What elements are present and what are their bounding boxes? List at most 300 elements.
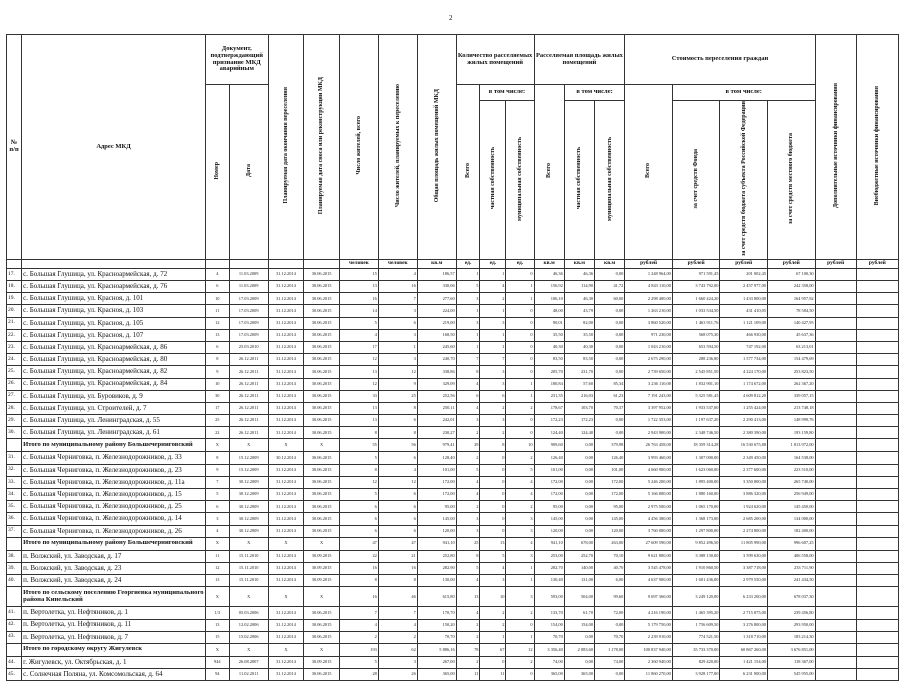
row-value (856, 305, 898, 317)
row-number: 28. (7, 402, 22, 414)
row-value: 3 928 177,00 (672, 669, 720, 681)
row-value: 30.06.2015 (304, 501, 340, 513)
row-value: 128,40 (417, 452, 456, 464)
row-value: 1 263 210,00 (625, 305, 673, 317)
row-value (856, 656, 898, 668)
row-value: 61,70 (564, 607, 594, 619)
row-value: 1 (480, 329, 506, 341)
row-value (856, 415, 898, 427)
row-value: 11 (456, 669, 480, 681)
row-value: 183 214,30 (768, 631, 816, 643)
row-value: 0,00 (564, 476, 594, 488)
row-value: 145,00 (417, 513, 456, 525)
row-value: 653 594,50 (672, 341, 720, 353)
row-value: 2 (456, 619, 480, 631)
row-value: 0 (506, 341, 534, 353)
row-value: 2 (456, 501, 480, 513)
row-number: 44. (7, 656, 22, 668)
row-value: 3 993 460,00 (625, 452, 673, 464)
row-value: 1 197 637,20 (672, 415, 720, 427)
row-value: 30.06.2015 (304, 305, 340, 317)
row-value: 6 (378, 452, 417, 464)
row-address: Итого по муниципальному району Большечерниговский (22, 439, 206, 452)
row-value: 31.12.2014 (268, 317, 304, 329)
row-value: 74,00 (534, 656, 564, 668)
row-value: 3 350 800,00 (720, 476, 768, 488)
table-row (7, 402, 899, 414)
row-value: 25 (456, 537, 480, 550)
row-value: 2 545 851,50 (672, 366, 720, 378)
row-value (815, 452, 856, 464)
row-value: 1 (506, 293, 534, 305)
row-value: X (304, 587, 340, 607)
row-value: 0,00 (564, 631, 594, 643)
row-value: 6 (205, 281, 229, 293)
row-value: 26.12.2011 (229, 354, 268, 366)
row-value: 3 545 478,00 (625, 562, 673, 574)
row-value: 30.06.2015 (304, 631, 340, 643)
row-address: п. Вертолетка, ул. Нефтяников, д. 1 (22, 607, 206, 619)
row-value: 1 (506, 562, 534, 574)
row-value (856, 268, 898, 280)
row-value: 172,00 (595, 476, 625, 488)
row-value: 30.06.2015 (304, 464, 340, 476)
row-value: 0,00 (595, 619, 625, 631)
col-rooms-count: Количество расселяемых жилых помещений (456, 35, 534, 85)
row-value: 979,41 (417, 439, 456, 452)
row-value: 31.12.2014 (268, 550, 304, 562)
row-value: 61,23 (595, 390, 625, 402)
row-value (815, 643, 856, 656)
row-value: 145,00 (534, 513, 564, 525)
row-value: 4 (378, 619, 417, 631)
row-value: 101,00 (534, 464, 564, 476)
row-value: 3 (480, 415, 506, 427)
row-value: 11 (205, 550, 229, 562)
row-value: 0 (506, 427, 534, 439)
row-value: 70,70 (595, 631, 625, 643)
row-value: 26.12.2011 (229, 366, 268, 378)
row-value: 2 377 600,00 (720, 464, 768, 476)
unit-cell: кв.м (564, 259, 594, 268)
row-value: 1 (456, 341, 480, 353)
row-value: 253,00 (534, 550, 564, 562)
row-value: 971 591,45 (672, 268, 720, 280)
row-value: 35 733 370,00 (672, 643, 720, 656)
row-value: 193 (339, 643, 378, 656)
row-value: 30.12.2009 (229, 489, 268, 501)
row-value: 1 255 424,00 (720, 402, 768, 414)
row-value: 1 121 109,00 (720, 317, 768, 329)
row-value: 15 (205, 631, 229, 643)
row-address: с. Большая Глушица, ул. Красноармейская, д. 72 (22, 268, 206, 280)
row-address: с. Большая Черниговка, п. Железнодорожников, д. 26 (22, 525, 206, 537)
row-value (856, 513, 898, 525)
row-address: с. Большая Глушица, ул. Красноя, д. 105 (22, 317, 206, 329)
row-value: 30.12.2009 (229, 476, 268, 488)
row-value (815, 575, 856, 587)
row-value: 3 (506, 525, 534, 537)
row-value: 30.06.2015 (304, 415, 340, 427)
row-value: 13 (339, 402, 378, 414)
col-cost-local: за счет средств местного бюджета (788, 132, 795, 225)
row-value: 101,00 (595, 464, 625, 476)
row-value: 156,92 (534, 281, 564, 293)
row-value: 1 421 154,00 (720, 656, 768, 668)
row-value: 504,00 (564, 587, 594, 607)
row-value: 253 823,50 (768, 366, 816, 378)
row-value: 5 (339, 489, 378, 501)
col-doc-date: Дата (245, 164, 252, 178)
row-value: 26.12.2011 (229, 427, 268, 439)
row-value: 3 (456, 525, 480, 537)
row-address: с. Солнечная Поляна, ул. Комсомольская, д. 64 (22, 669, 206, 681)
row-value: 1 910 860,50 (672, 562, 720, 574)
row-value (856, 501, 898, 513)
row-value: 6 (205, 501, 229, 513)
row-value: 14 (339, 305, 378, 317)
row-value: 6 (456, 390, 480, 402)
row-value: 1 813 972,00 (768, 439, 816, 452)
row-value (815, 464, 856, 476)
table-row (7, 341, 899, 353)
row-address: с. Большая Глушица, ул. Красноармейская, д. 86 (22, 341, 206, 353)
unit-cell: человек (339, 259, 378, 268)
row-value: 4 (339, 329, 378, 341)
row-address: п. Волжский, ул. Заводская, д. 23 (22, 562, 206, 574)
row-value (856, 452, 898, 464)
row-value: 0,00 (595, 427, 625, 439)
row-value: 231,35 (534, 390, 564, 402)
row-value: 6,00 (595, 575, 625, 587)
row-value (815, 656, 856, 668)
row-value: 30.06.2015 (304, 525, 340, 537)
row-value: 4 (506, 489, 534, 501)
row-value: 3 236 110,00 (625, 378, 673, 390)
table-row (7, 452, 899, 464)
row-number: 43. (7, 631, 22, 643)
row-value: 1 465 395,20 (672, 607, 720, 619)
row-value: 70,10 (595, 550, 625, 562)
row-value: 17.03.2009 (229, 305, 268, 317)
row-value: 224,00 (417, 305, 456, 317)
row-value: 1 (506, 378, 534, 390)
row-value: 5 166 800,00 (625, 489, 673, 501)
row-value (815, 669, 856, 681)
row-value: X (205, 643, 229, 656)
row-value: 30.06.2015 (304, 378, 340, 390)
row-value: 0 (506, 317, 534, 329)
row-value: 5 (506, 464, 534, 476)
row-value: 72,00 (595, 607, 625, 619)
row-value: 0 (480, 656, 506, 668)
row-number: 23. (7, 341, 22, 353)
row-value: 83,50 (564, 354, 594, 366)
row-value (815, 329, 856, 341)
row-value: 17 (205, 402, 229, 414)
row-value: 30.06.2015 (304, 317, 340, 329)
row-value: 329,09 (417, 378, 456, 390)
row-value: 2 (480, 619, 506, 631)
row-value: 10 (480, 587, 506, 607)
row-value: 288 236,80 (672, 354, 720, 366)
row-value: 2 675 290,00 (625, 354, 673, 366)
unit-cell: рублей (625, 259, 673, 268)
row-value: 213 748,18 (768, 402, 816, 414)
row-value: 4 843 110,00 (625, 281, 673, 293)
row-value: 22 (339, 550, 378, 562)
table-row (7, 464, 899, 476)
col-area-incl: в том числе: (564, 85, 625, 101)
row-value: 2 380 390,00 (720, 427, 768, 439)
row-value: 70,70 (534, 631, 564, 643)
row-value: 242 358,00 (768, 281, 816, 293)
row-value: 1 (480, 268, 506, 280)
row-value: 12 (205, 317, 229, 329)
row-number: 19. (7, 293, 22, 305)
row-value (815, 513, 856, 525)
resettlement-table (6, 34, 899, 681)
row-value: 0 (506, 329, 534, 341)
row-value: 67 100,30 (768, 268, 816, 280)
row-value (815, 439, 856, 452)
row-value: 8 (378, 575, 417, 587)
row-value: 3 (506, 587, 534, 607)
row-value: 55 (339, 439, 378, 452)
row-value: 3 356,40 (534, 643, 564, 656)
table-row (7, 550, 899, 562)
row-value: 5 (456, 562, 480, 574)
row-value: 944 (205, 656, 229, 668)
table-row (7, 366, 899, 378)
table-row (7, 489, 899, 501)
table-row (7, 305, 899, 317)
row-value: 31.12.2014 (268, 464, 304, 476)
row-value: 2 (506, 501, 534, 513)
row-value: 3 397 952,00 (625, 402, 673, 414)
row-value: 31.12.2014 (268, 619, 304, 631)
row-value: 172,23 (564, 415, 594, 427)
row-value: 3 (378, 329, 417, 341)
row-address: г. Жигулевск, ул. Октябрьская, д. 1 (22, 656, 206, 668)
row-value: 11 (205, 305, 229, 317)
row-value: 1 318 710,00 (720, 631, 768, 643)
row-value: 31.12.2014 (268, 354, 304, 366)
row-value: 0,00 (564, 452, 594, 464)
row-value: 0 (506, 354, 534, 366)
row-value: 201 002,45 (720, 268, 768, 280)
row-value: 3 249 120,00 (672, 587, 720, 607)
row-value: 1 (456, 329, 480, 341)
row-value: 172,00 (595, 489, 625, 501)
row-value: 30.06.2015 (304, 427, 340, 439)
row-value: 0 (480, 513, 506, 525)
row-value: 46,36 (534, 268, 564, 280)
row-value: 12.02.2006 (229, 619, 268, 631)
unit-cell: кв.м (417, 259, 456, 268)
row-value: 12 (506, 643, 534, 656)
row-value: 3 (378, 656, 417, 668)
row-value: 130,40 (534, 575, 564, 587)
row-value: 26.12.2011 (229, 415, 268, 427)
col-residents-planned: Число жителей, планируемых к переселению (394, 83, 401, 208)
row-address: Итого по сельскому поселению Георгиевка муниципального района Кинельский (22, 587, 206, 607)
row-value: 30.06.2015 (304, 513, 340, 525)
row-value: 140,00 (564, 562, 594, 574)
row-value: 30.06.2015 (304, 669, 340, 681)
row-value: 18 359 314,28 (672, 439, 720, 452)
col-rooms-private: частная собственность (489, 147, 496, 210)
row-value: 2 979 550,00 (720, 575, 768, 587)
row-value: 2 349 450,00 (720, 452, 768, 464)
row-value: 99,60 (595, 587, 625, 607)
row-value: 1 (506, 631, 534, 643)
row-value: 1 433 800,00 (720, 293, 768, 305)
row-value: 1 756 609,50 (672, 619, 720, 631)
row-value: 30.06.2015 (304, 489, 340, 501)
row-value: 78 584,50 (768, 305, 816, 317)
row-value: 31.12.2014 (268, 402, 304, 414)
row-value: 2 715 875,00 (720, 607, 768, 619)
row-value: 282,90 (417, 562, 456, 574)
row-value (856, 329, 898, 341)
row-value: 26.08.2007 (229, 656, 268, 668)
row-value: 4 (480, 281, 506, 293)
row-value: 6 (205, 341, 229, 353)
row-value: 30.06.2015 (304, 402, 340, 414)
table-row (7, 390, 899, 402)
row-value: 29 (456, 439, 480, 452)
row-value: 0 (506, 366, 534, 378)
row-value: 8 (205, 452, 229, 464)
table-row (7, 525, 899, 537)
row-address: с. Большая Глушица, ул. Красноармейская, д. 82 (22, 366, 206, 378)
row-value (815, 550, 856, 562)
row-value: 13 (205, 619, 229, 631)
row-value: 30.06.2015 (304, 619, 340, 631)
row-value: 971 230,00 (625, 329, 673, 341)
col-cost-regional: за счет средств бюджета субъекта Российской Федерации (740, 101, 747, 257)
row-value: 4 216 190,00 (625, 607, 673, 619)
row-value: 31.12.2014 (268, 607, 304, 619)
row-value: 4 (506, 537, 534, 550)
row-value: 120,00 (534, 525, 564, 537)
row-value: 3 (480, 317, 506, 329)
row-value (856, 550, 898, 562)
col-rooms-incl: в том числе: (480, 85, 534, 101)
row-value: 31.12.2014 (268, 329, 304, 341)
col-cost-fund: за счет средств Фонда (693, 148, 700, 209)
row-value: 30.06.2015 (304, 452, 340, 464)
row-value: 747 192,00 (720, 341, 768, 353)
row-value: 164 957,92 (768, 293, 816, 305)
row-value: 154,00 (534, 619, 564, 631)
row-value: 941,10 (417, 537, 456, 550)
row-value (815, 415, 856, 427)
row-value: 13 (480, 537, 506, 550)
row-value: 1 832 901,10 (672, 378, 720, 390)
row-number: 37. (7, 525, 22, 537)
table-row (7, 354, 899, 366)
row-value: X (268, 439, 304, 452)
row-value: 17 (339, 341, 378, 353)
table-row (7, 669, 899, 681)
row-value: 12 (339, 476, 378, 488)
row-value: 30 (205, 390, 229, 402)
row-value (856, 643, 898, 656)
row-value: 6 (378, 415, 417, 427)
row-number: 32. (7, 464, 22, 476)
unit-cell: рублей (720, 259, 768, 268)
row-value: 106,10 (534, 293, 564, 305)
row-value (856, 587, 898, 607)
unit-cell: кв.м (534, 259, 564, 268)
row-value: 216,03 (564, 390, 594, 402)
row-number: 18. (7, 281, 22, 293)
row-value: 1 (456, 268, 480, 280)
row-value: 1 660 424,20 (672, 293, 720, 305)
row-value: 8 (378, 427, 417, 439)
row-value (815, 305, 856, 317)
row-value: 1 (480, 305, 506, 317)
row-value (856, 281, 898, 293)
row-value: 26.12.2011 (229, 378, 268, 390)
row-value: 41,72 (595, 281, 625, 293)
row-value: 164 538,00 (768, 452, 816, 464)
row-value: 4 (480, 562, 506, 574)
row-value: 45 637,36 (768, 329, 816, 341)
row-value: 1 297 800,00 (672, 525, 720, 537)
row-value (856, 293, 898, 305)
row-value: X (268, 643, 304, 656)
row-value: 30.12.2009 (229, 501, 268, 513)
row-value: 150,20 (417, 619, 456, 631)
row-value: 4 637 900,00 (625, 575, 673, 587)
row-value: 1 174 672,00 (720, 378, 768, 390)
row-value: 30.06.2015 (304, 293, 340, 305)
table-row (7, 631, 899, 643)
unit-cell: ед. (480, 259, 506, 268)
row-value: 30.09.2015 (304, 562, 340, 574)
row-value: 85,34 (595, 378, 625, 390)
row-value: 365,00 (534, 669, 564, 681)
row-value: 0 (480, 489, 506, 501)
row-value: X (205, 439, 229, 452)
row-value: 30.06.2015 (304, 476, 340, 488)
col-rooms-total: Всего (464, 163, 471, 179)
row-address: с. Большая Глушица, ул. Красноя, д. 103 (22, 305, 206, 317)
row-value: 3 387 718,00 (720, 562, 768, 574)
row-number: 40. (7, 575, 22, 587)
row-value: 0,00 (564, 656, 594, 668)
table-row (7, 656, 899, 668)
row-value: 1 463 911,76 (672, 317, 720, 329)
row-value: 406 558,00 (768, 550, 816, 562)
row-value: 126,40 (595, 452, 625, 464)
row-value: 8 (205, 354, 229, 366)
row-value: 4 (339, 619, 378, 631)
row-value (815, 501, 856, 513)
row-value: 4 (205, 525, 229, 537)
row-value: 180,84 (534, 378, 564, 390)
row-value: 0,00 (595, 317, 625, 329)
row-value: 8 (456, 366, 480, 378)
row-value (856, 607, 898, 619)
row-value: 252,80 (417, 550, 456, 562)
row-value: 379,98 (595, 439, 625, 452)
row-value: 0 (506, 415, 534, 427)
row-value: 2 298 400,00 (625, 293, 673, 305)
